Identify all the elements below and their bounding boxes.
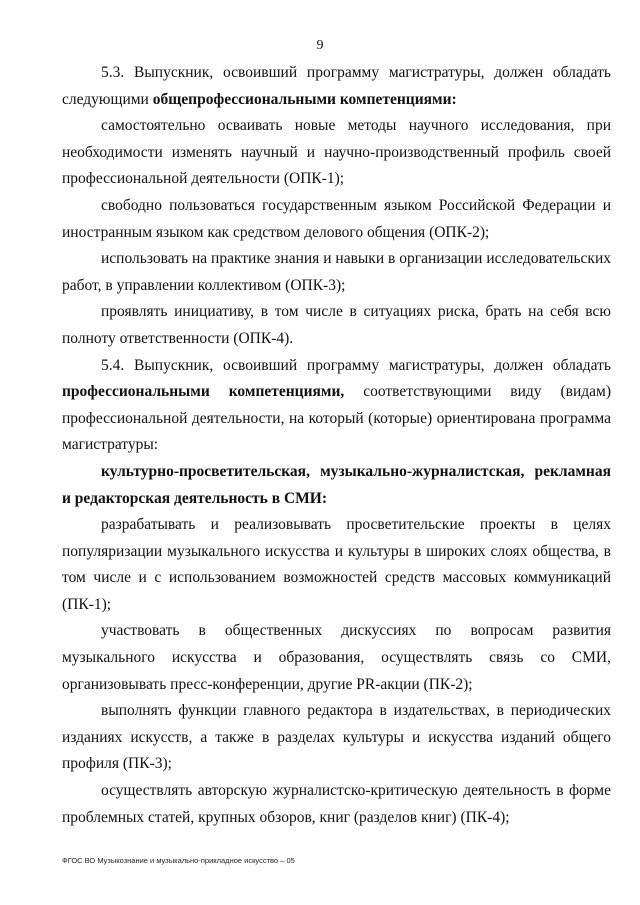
opk-1-item: самостоятельно осваивать новые методы научного исследования, при необходимости изменять научный и научно-производственный профиль своей профессиональной деятельности (ОПК-1);	[62, 117, 611, 188]
opk-2-item: свободно пользоваться государственным языком Российской Федерации и иностранным языком как средством делового общения (ОПК-2);	[62, 196, 611, 241]
opk-4-item: проявлять инициативу, в том числе в ситуациях риска, брать на себя всю полноту ответственности (ОПК-4).	[62, 303, 611, 347]
activity-heading-text: культурно-просветительская, музыкально-журналистская, рекламная и редакторская деятельность в СМИ:	[62, 462, 611, 507]
section-5-3-intro-bold: общепрофессиональными компетенциями:	[152, 90, 457, 108]
page-number: 9	[316, 38, 324, 53]
opk-3-item: использовать на практике знания и навыки в организации исследовательских работ, в управлении коллективом (ОПК-3);	[62, 250, 611, 294]
section-5-3-intro-text: 5.3. Выпускник, освоивший программу магистратуры, должен обладать следующими	[62, 64, 611, 108]
pk-2-item: участвовать в общественных дискуссиях по вопросам развития музыкального искусства и образования, осуществлять связь со СМИ, организовывать пресс-конференции, другие PR-акции (ПК-2);	[62, 622, 611, 693]
pk-4-item: осуществлять авторскую журналистско-критическую деятельность в форме проблемных статей, крупных обзоров, книг (разделов книг) (ПК-4);	[62, 782, 611, 826]
pk-3-item: выполнять функции главного редактора в издательствах, в периодических изданиях искусств, а также в разделах культуры и искусства изданий общего профиля (ПК-3);	[62, 702, 611, 773]
section-5-3-intro	[62, 60, 611, 113]
activity-heading	[62, 459, 611, 512]
pk-1-item: разрабатывать и реализовывать просветительские проекты в целях популяризации музыкального искусства и культуры в широких слоях общества, в том числе и с использованием возможностей средств массовых коммуникаций (ПК-1);	[62, 516, 611, 613]
section-5-4-intro	[62, 353, 611, 459]
document-body	[62, 60, 611, 831]
section-5-4-intro-text-2: соответствующими виду (видам) профессиональной деятельности, на который (которые) ориентирована программа магистратуры:	[62, 383, 611, 454]
page-footer: ФГОС ВО Музыкознание и музыкально-прикладное искусство – 05	[62, 856, 295, 865]
section-5-4-intro-bold: профессиональными компетенциями,	[62, 383, 345, 401]
section-5-4-intro-text-1: 5.4. Выпускник, освоивший программу магистратуры, должен обладать	[101, 356, 611, 374]
